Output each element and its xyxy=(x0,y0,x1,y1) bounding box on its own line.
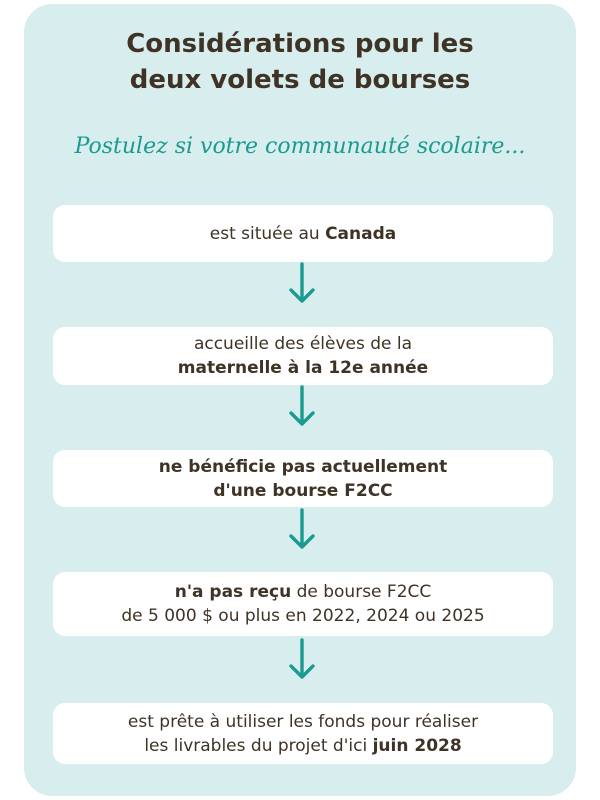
criterion-text: est située au xyxy=(209,223,326,244)
criterion-box-canada xyxy=(53,205,553,262)
criterion-box-grades xyxy=(53,327,553,385)
criterion-text: accueille des élèves de la xyxy=(193,334,413,354)
criterion-bold-text: d'une bourse F2CC xyxy=(213,480,393,501)
criterion-box-deadline xyxy=(53,703,553,764)
arrow-down-icon xyxy=(286,636,318,684)
criterion-box-no-current-grant xyxy=(53,450,553,507)
arrow-down-icon xyxy=(286,383,318,431)
criterion-bold-text: n'a pas reçu xyxy=(174,582,292,602)
subtitle: Postulez si votre communauté scolaire... xyxy=(74,134,526,159)
criterion-text: de 5 000 $ ou plus en 2022, 2024 ou 2025 xyxy=(121,606,485,626)
criterion-text: les livrables du projet d'ici xyxy=(144,735,373,756)
arrow-down-icon xyxy=(286,506,318,554)
title-line-1: Considérations pour les xyxy=(126,29,474,59)
criterion-bold-text: juin 2028 xyxy=(372,735,462,756)
criterion-bold-text: ne bénéficie pas actuellement xyxy=(158,456,448,477)
title-line-2: deux volets de bourses xyxy=(129,65,471,95)
criterion-line xyxy=(144,734,461,758)
criterion-bold-text: Canada xyxy=(325,223,397,244)
page-title xyxy=(0,26,600,98)
criterion-bold-text: maternelle à la 12e année xyxy=(177,358,429,378)
criterion-box-prior-grant xyxy=(53,572,553,636)
arrow-down-icon xyxy=(286,260,318,308)
criterion-line xyxy=(210,222,397,246)
criterion-text: de bourse F2CC xyxy=(291,582,432,602)
criterion-line xyxy=(175,580,432,604)
criterion-text: est prête à utiliser les fonds pour réaliser xyxy=(127,711,479,732)
